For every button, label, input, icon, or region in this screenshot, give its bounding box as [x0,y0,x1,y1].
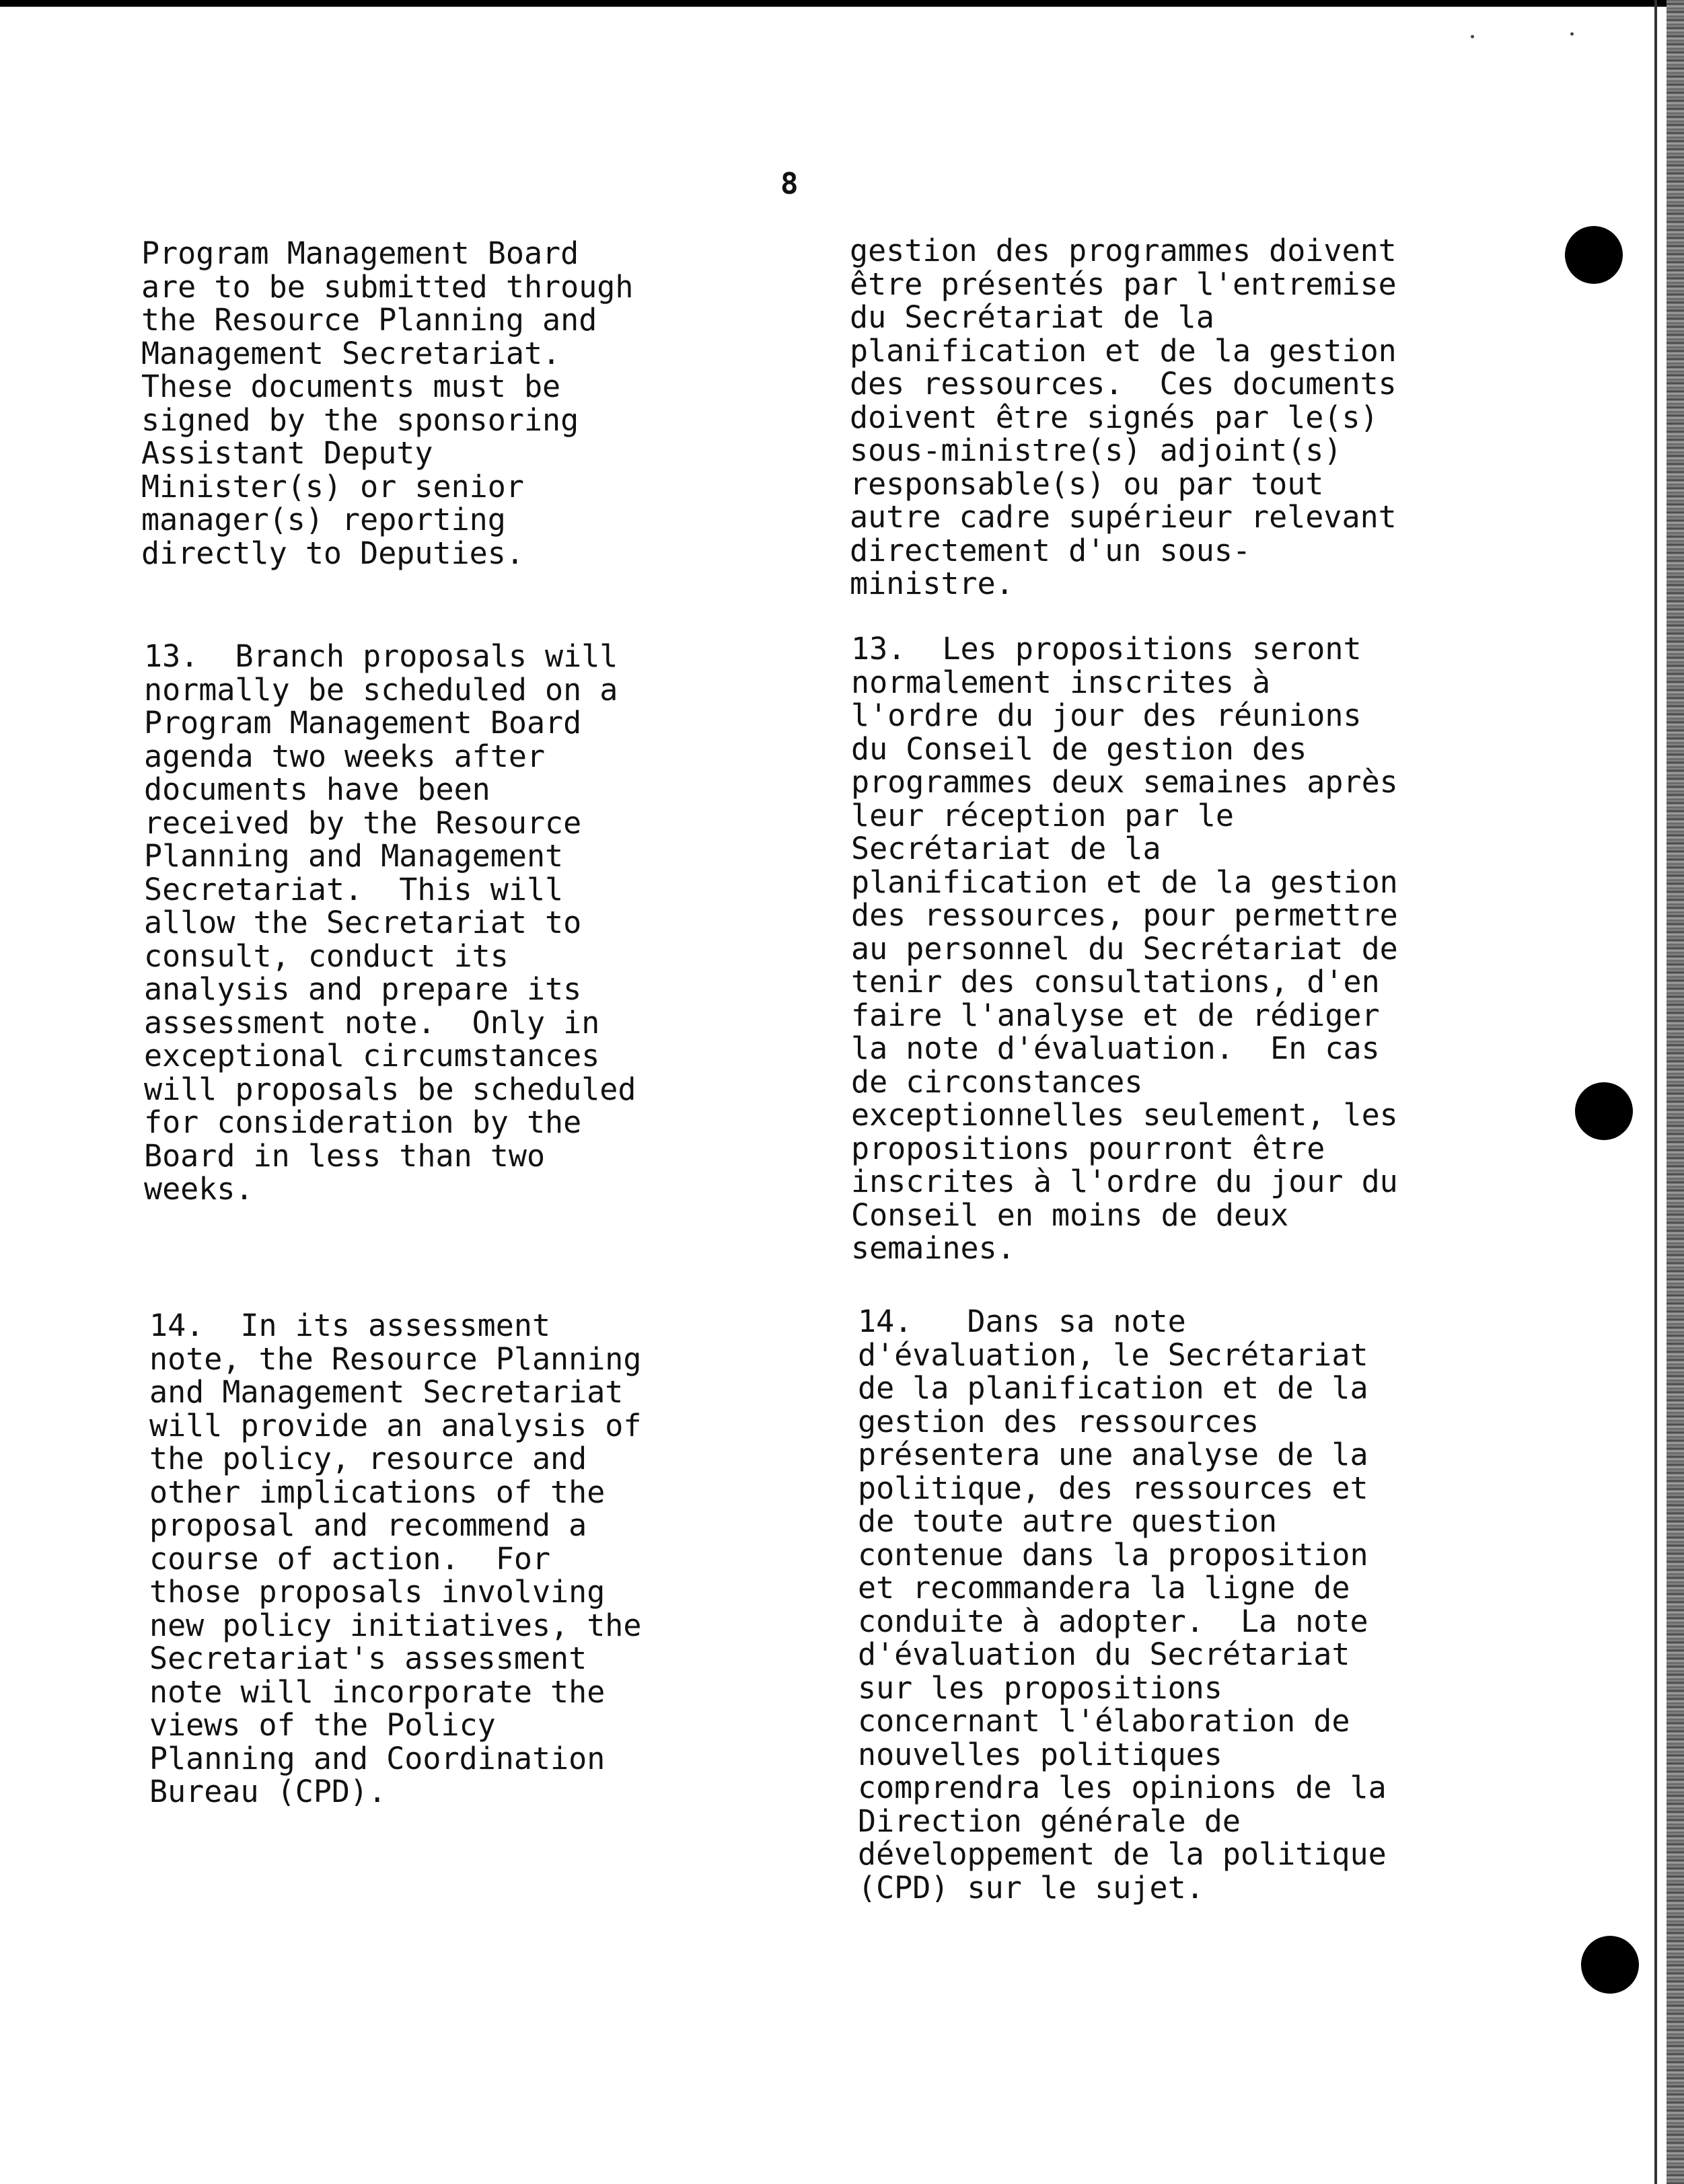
scan-speck [1570,32,1574,36]
punch-hole-bottom [1581,1936,1639,1994]
scan-top-border [0,0,1684,7]
english-paragraph-12-continued: Program Management Board are to be submitted through the Resource Planning and Management Secretariat. These documents must be signed by the sponsoring Assistant Deputy Minister(s) or senior manager(s) reporting directly to Deputies. [141,235,634,571]
english-paragraph-13: 13. Branch proposals will normally be scheduled on a Program Management Board agenda two weeks after documents have been received by the Resource Planning and Management Secretariat. This will allow the Secretariat to consult, conduct its analysis and prepare its assessment note. Only in exceptional circumstances will proposals be scheduled for consideration by the Board in less than two weeks. [144,638,636,1207]
english-paragraph-14: 14. In its assessment note, the Resource Planning and Management Secretariat will provide an analysis of the policy, resource and other implications of the proposal and recommend a course of action. For those proposals involving new policy initiatives, the Secretariat's assessment note will incorporate the views of the Policy Planning and Coordination Bureau (CPD). [149,1308,642,1809]
scan-right-edge [1667,0,1684,2184]
punch-hole-top [1565,226,1623,284]
french-paragraph-14: 14. Dans sa note d'évaluation, le Secrétariat de la planification et de la gestion des ressources présentera une analyse de la politique, des ressources et de toute autre question contenue dans la proposition et recommandera la ligne de conduite à adopter. La note d'évaluation du Secrétariat sur les propositions concernant l'élaboration de nouvelles politiques comprendra les opinions de la Direction générale de développement de la politique (CPD) sur le sujet. [858,1304,1387,1906]
french-paragraph-12-continued: gestion des programmes doivent être présentés par l'entremise du Secrétariat de la planification et de la gestion des ressources. Ces documents doivent être signés par le(s) sous-ministre(s) adjoint(s) responsable(s) ou par tout autre cadre supérieur relevant directement d'un sous- ministre. [850,233,1397,601]
scan-right-edge-line [1654,0,1657,2184]
punch-hole-middle [1575,1082,1633,1140]
french-paragraph-13: 13. Les propositions seront normalement inscrites à l'ordre du jour des réunions du Conseil de gestion des programmes deux semaines après leur réception par le Secrétariat de la planification et de la gestion des ressources, pour permettre au personnel du Secrétariat de tenir des consultations, d'en faire l'analyse et de rédiger la note d'évaluation. En cas de circonstances exceptionnelles seulement, les propositions pourront être inscrites à l'ordre du jour du Conseil en moins de deux semaines. [851,631,1398,1266]
scan-speck [1471,35,1474,38]
page-number: 8 [780,167,799,201]
